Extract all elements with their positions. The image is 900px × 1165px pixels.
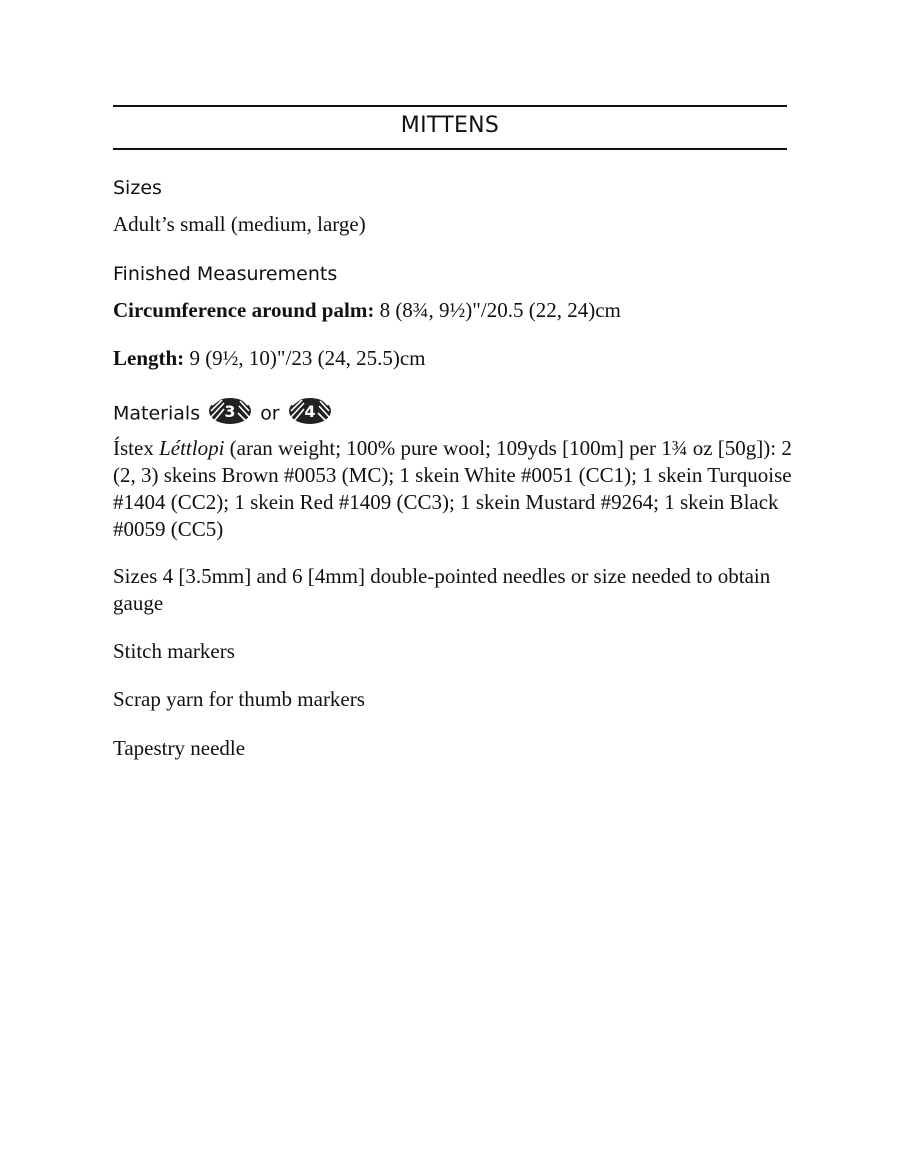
- tapestry-text: Tapestry needle: [113, 736, 246, 760]
- sizes-text: Adult’s small (medium, large): [113, 212, 366, 236]
- yarn-weight-4-icon: [288, 397, 332, 430]
- scrap-yarn-text: Scrap yarn for thumb markers: [113, 687, 365, 711]
- length-label: Length:: [113, 346, 185, 370]
- yarn-weight-3-number: 3: [224, 402, 236, 421]
- materials-connector: or: [260, 402, 280, 425]
- yarn-weight-4-number: 4: [304, 402, 316, 421]
- markers-text: Stitch markers: [113, 639, 235, 663]
- yarn-brand: Ístex: [113, 436, 160, 460]
- materials-heading-label: Materials: [113, 402, 201, 425]
- length-value: 9 (9½, 10)"/23 (24, 25.5)cm: [184, 346, 426, 370]
- measurements-heading: Finished Measurements: [113, 263, 338, 285]
- page-title: MITTENS: [400, 113, 500, 138]
- circumference-label: Circumference around palm:: [113, 298, 375, 322]
- materials-heading: [113, 397, 334, 430]
- yarn-paragraph: [113, 435, 793, 543]
- yarn-name: Léttlopi: [159, 436, 225, 460]
- top-rule: [113, 105, 787, 107]
- bottom-rule: [113, 148, 787, 150]
- length-line: [113, 345, 793, 372]
- yarn-weight-3-icon: [208, 397, 252, 430]
- needles-text: Sizes 4 [3.5mm] and 6 [4mm] double-pointed needles or size needed to obtain gauge: [113, 564, 771, 615]
- sizes-heading: Sizes: [113, 177, 162, 199]
- circumference-line: [113, 297, 793, 324]
- circumference-value: 8 (8¾, 9½)"/20.5 (22, 24)cm: [374, 298, 621, 322]
- yarn-details: (aran weight; 100% pure wool; 109yds [100m] per 1¾ oz [50g]): 2 (2, 3) skeins Brown #0053 (MC); 1 skein White #0051 (CC1); 1 skein Turquoise #1404 (CC2); 1 skein Red #1409 (CC3); 1 skein Mustard #9264; 1 skein Black #0059 (CC5): [113, 436, 792, 541]
